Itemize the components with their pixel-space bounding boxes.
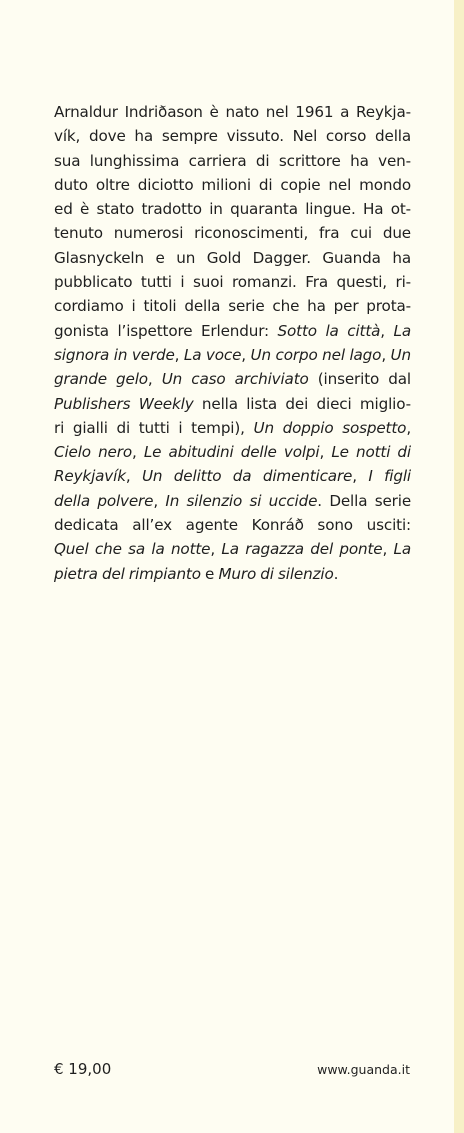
author-biography — [54, 100, 411, 586]
bio-line — [54, 294, 411, 318]
book-title: Cielo nero — [54, 443, 132, 462]
book-title: In silenzio si uccide — [165, 491, 318, 510]
book-title: I figli — [368, 467, 411, 486]
book-title: La — [393, 321, 411, 340]
bio-text: , — [147, 370, 162, 389]
bio-line — [54, 246, 411, 270]
bio-line — [54, 124, 411, 148]
bio-text: sua lunghissima carriera di scrittore ha ven- — [54, 151, 411, 170]
book-title: Le abitudini delle volpi — [143, 443, 320, 462]
bio-line — [54, 367, 411, 391]
book-title: grande gelo — [54, 370, 148, 389]
bio-text: , — [380, 321, 394, 340]
book-title: signora in verde — [54, 345, 175, 364]
book-title: Un doppio sospetto — [253, 418, 407, 437]
bio-text: , — [131, 443, 144, 462]
bio-text: , — [406, 418, 411, 437]
book-title: Un corpo nel lago — [250, 345, 382, 364]
bio-text: ed è stato tradotto in quaranta lingue. Ha ot- — [54, 200, 411, 219]
bio-text: nella lista dei dieci miglio- — [193, 394, 412, 413]
bio-text: , — [153, 491, 166, 510]
book-title: La ragazza del ponte — [221, 540, 383, 559]
bio-line — [54, 221, 411, 245]
book-title: Un delitto da dimenticare — [141, 467, 353, 486]
bio-line — [54, 197, 411, 221]
bio-text: vík, dove ha sempre vissuto. Nel corso della — [54, 127, 411, 146]
book-title: Reykjavík — [54, 467, 126, 486]
bio-text: (inserito dal — [308, 370, 411, 389]
bio-line — [54, 319, 411, 343]
bio-line — [54, 464, 411, 488]
book-title: Un caso archiviato — [161, 370, 309, 389]
bio-text: dedicata all’ex agente Konráð sono usciti: — [54, 516, 411, 535]
bio-text: cordiamo i titoli della serie che ha per prota- — [54, 297, 411, 316]
bio-line — [54, 270, 411, 294]
bio-text: e — [200, 564, 219, 583]
bio-line — [54, 392, 411, 416]
bio-text: , — [210, 540, 222, 559]
bio-line — [54, 489, 411, 513]
bio-text: Glasnyckeln e un Gold Dagger. Guanda ha — [54, 248, 411, 267]
bio-text: , — [241, 345, 251, 364]
book-title: La voce — [183, 345, 242, 364]
book-title: La — [393, 540, 411, 559]
bio-line — [54, 100, 411, 124]
bio-line — [54, 149, 411, 173]
book-title: Publishers Weekly — [54, 394, 194, 413]
book-title: Sotto la città — [277, 321, 381, 340]
bio-text: , — [352, 467, 369, 486]
bio-text: , — [174, 345, 184, 364]
book-title: della polvere — [54, 491, 154, 510]
bio-line — [54, 343, 411, 367]
bio-text: Arnaldur Indriðason è nato nel 1961 a Reykja- — [54, 103, 411, 121]
book-title: pietra del rimpianto — [54, 564, 201, 583]
bio-text: . — [333, 564, 339, 583]
bio-text: ri gialli di tutti i tempi), — [54, 418, 254, 437]
bio-text: duto oltre diciotto milioni di copie nel mondo — [54, 175, 411, 194]
bio-text: , — [381, 345, 391, 364]
publisher-website: www.guanda.it — [317, 1062, 410, 1077]
price-label: € 19,00 — [54, 1060, 112, 1078]
bio-text: . Della serie — [317, 491, 412, 510]
bio-text: pubblicato tutti i suoi romanzi. Fra questi, ri- — [54, 273, 411, 292]
bio-line — [54, 562, 411, 586]
bio-line — [54, 416, 411, 440]
spine-edge — [454, 0, 464, 1133]
bio-text: , — [319, 443, 332, 462]
bio-text: tenuto numerosi riconoscimenti, fra cui due — [54, 224, 411, 243]
bio-line — [54, 173, 411, 197]
bio-line — [54, 537, 411, 561]
book-title: Un — [390, 345, 411, 364]
book-title: Muro di silenzio — [218, 564, 334, 583]
bio-text: gonista l’ispettore Erlendur: — [54, 321, 278, 340]
bio-line — [54, 513, 411, 537]
bio-text: , — [125, 467, 142, 486]
book-title: Quel che sa la notte — [54, 540, 211, 559]
book-title: Le notti di — [331, 443, 411, 462]
bio-text: , — [382, 540, 394, 559]
bio-line — [54, 440, 411, 464]
